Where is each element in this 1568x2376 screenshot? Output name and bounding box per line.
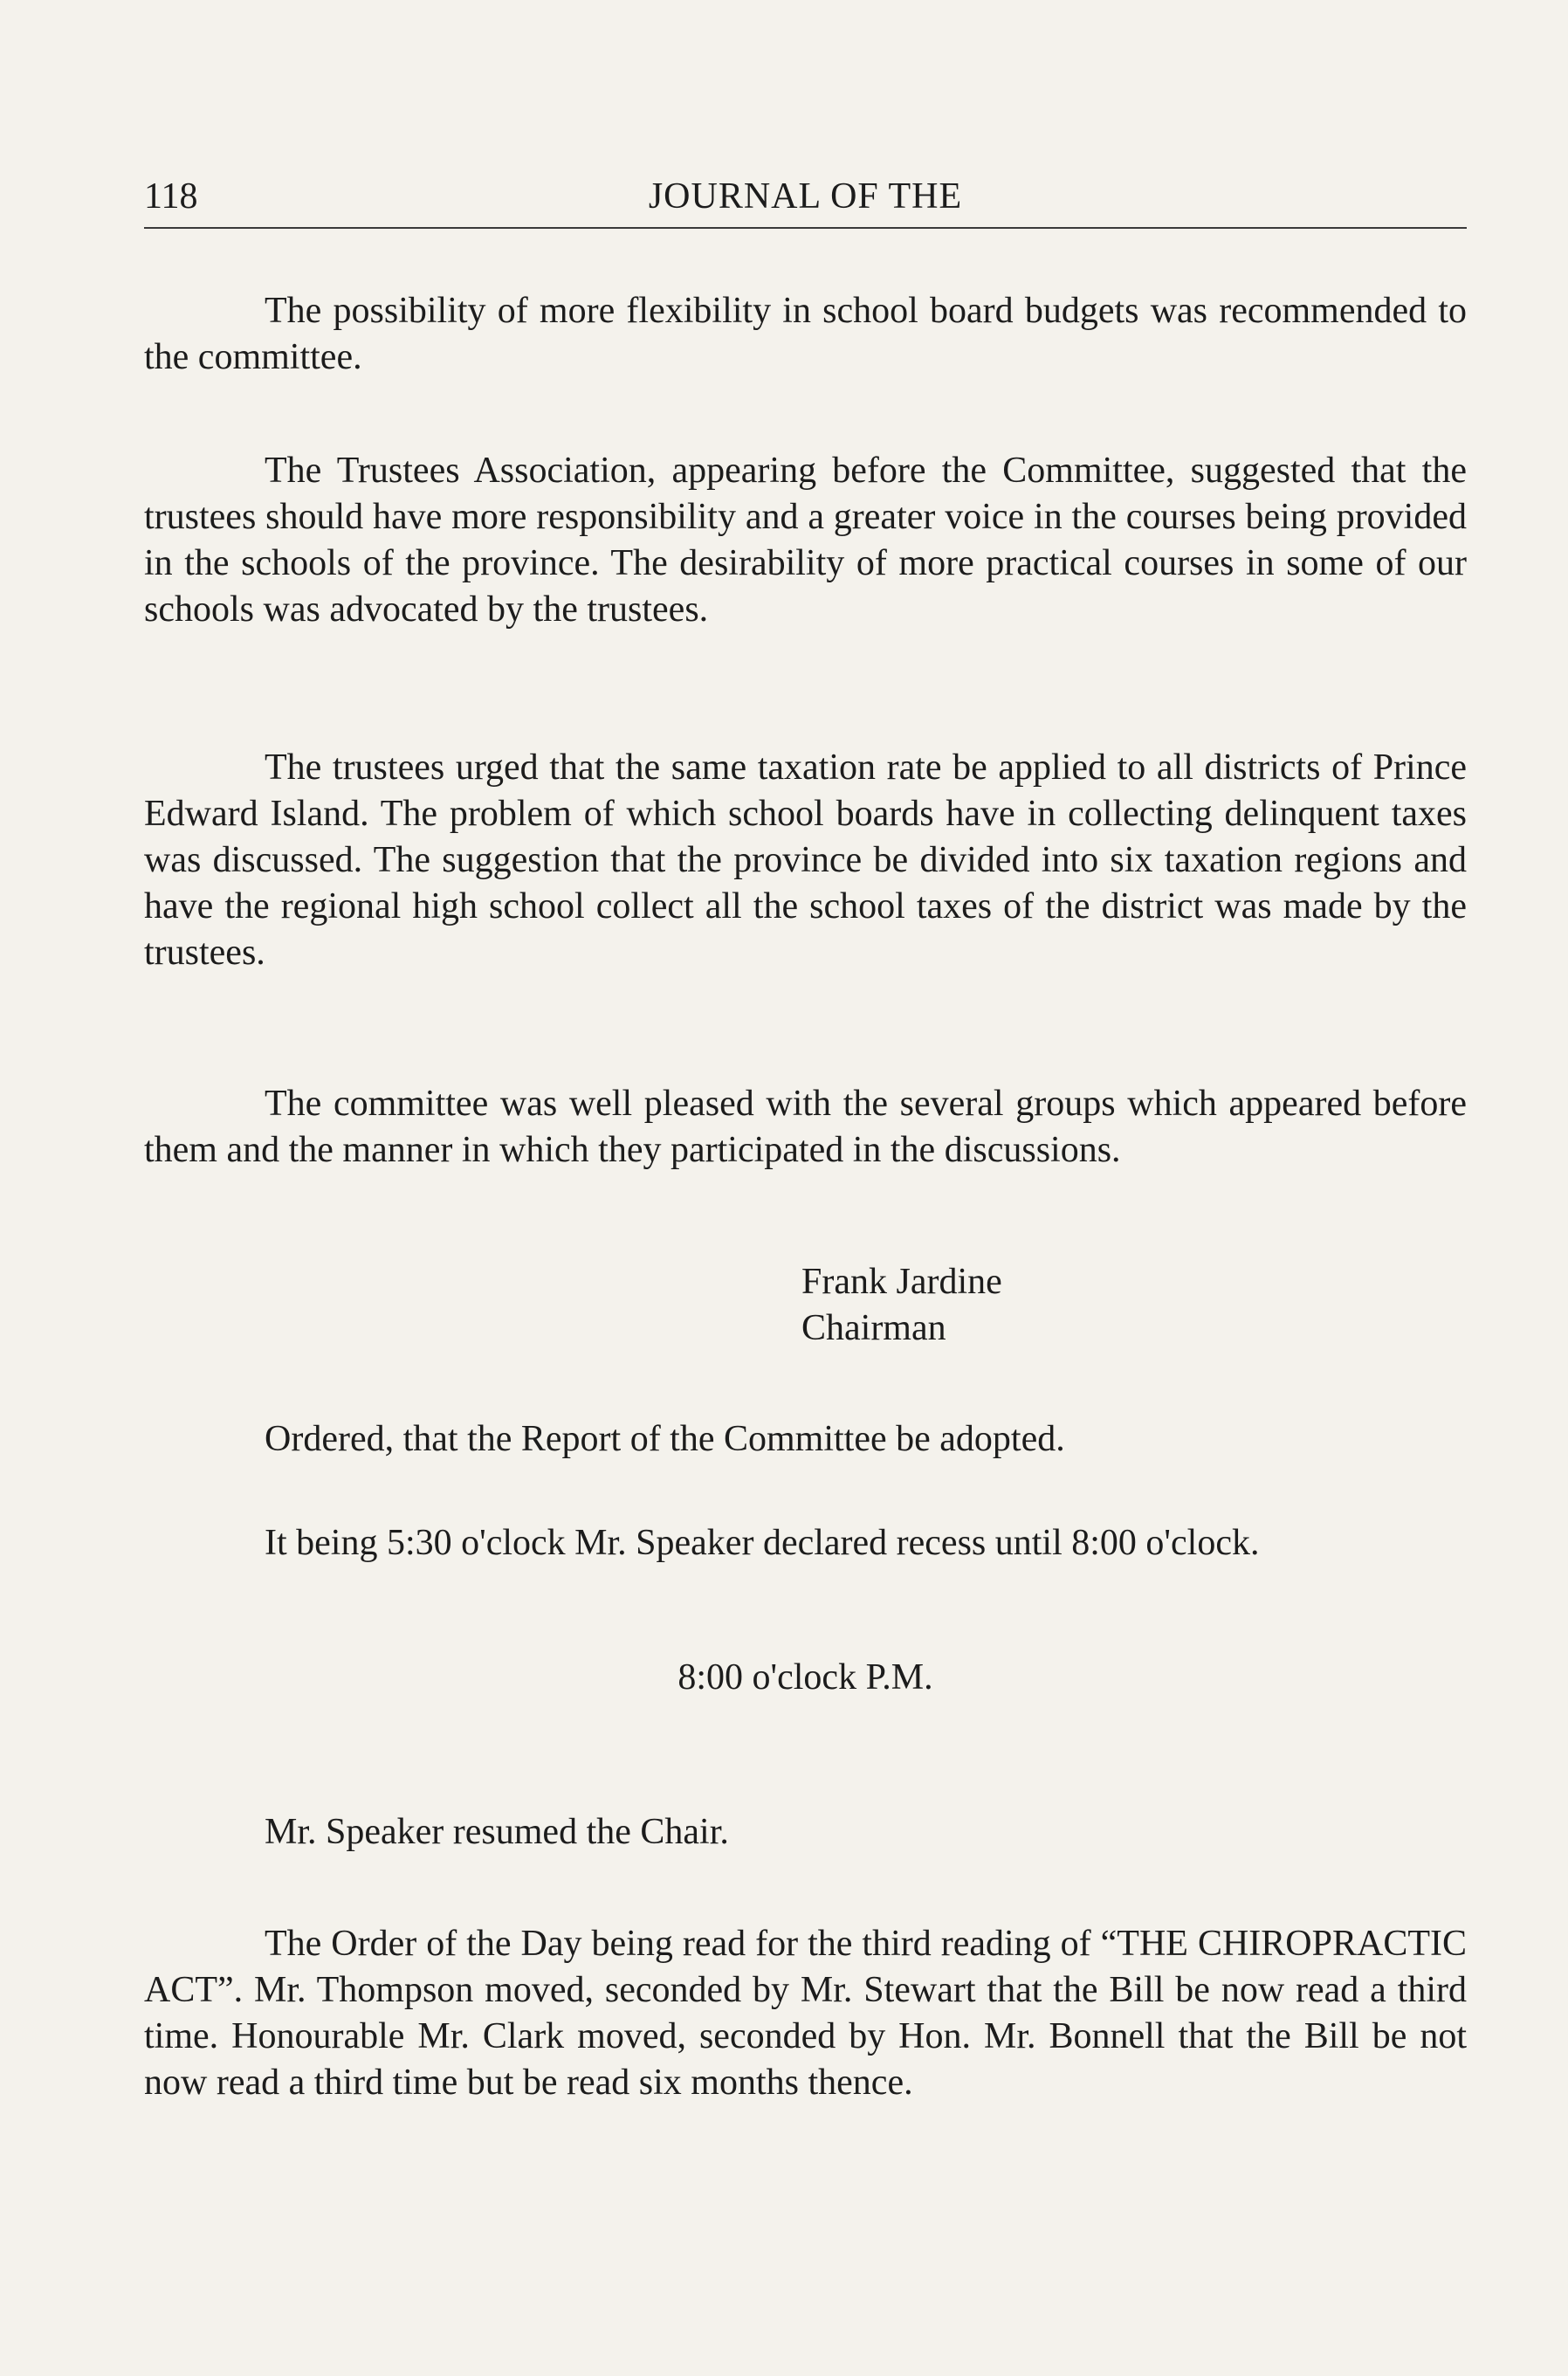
paragraph-committee-pleased: The committee was well pleased with the several groups which appeared before them and the manner in which they participated in the discussions. <box>144 1084 1467 1170</box>
paragraph-recess: It being 5:30 o'clock Mr. Speaker declared recess until 8:00 o'clock. <box>265 1523 1260 1563</box>
header-rule <box>144 227 1467 229</box>
page-number: 118 <box>144 176 198 217</box>
paragraph-order-adopted: Ordered, that the Report of the Committee be adopted. <box>265 1419 1065 1459</box>
signature-block <box>801 1259 1002 1352</box>
paragraph-taxation-rate: The trustees urged that the same taxation rate be applied to all districts of Prince Edward Island. The problem of which school boards have in collecting delinquent taxes was discussed. The suggestion that the province be divided into six taxation regions and have the regional high school collect all the school taxes of the district was made by the trustees. <box>144 747 1467 973</box>
running-head: JOURNAL OF THE <box>648 176 963 217</box>
paragraph-budget-flexibility: The possibility of more flexibility in school board budgets was recommended to the committee. <box>144 291 1467 377</box>
paragraph-trustees-association: The Trustees Association, appearing before the Committee, suggested that the trustees should have more responsibility and a greater voice in the courses being provided in the schools of the province. The desirability of more practical courses in some of our schools was advocated by the trustees. <box>144 451 1467 630</box>
paragraph-chiropractic-act: The Order of the Day being read for the third reading of “THE CHIROPRACTIC ACT”. Mr. Thompson moved, seconded by Mr. Stewart that the Bill be now read a third time. Honourable Mr. Clark moved, seconded by Hon. Mr. Bonnell that the Bill be not now read a third time but be read six months thence. <box>144 1924 1467 2103</box>
page-header <box>144 170 1467 223</box>
signature-title: Chairman <box>801 1308 946 1348</box>
time-heading: 8:00 o'clock P.M. <box>677 1657 933 1698</box>
signature-name: Frank Jardine <box>801 1262 1002 1302</box>
paragraph-speaker-resumed: Mr. Speaker resumed the Chair. <box>265 1812 729 1852</box>
